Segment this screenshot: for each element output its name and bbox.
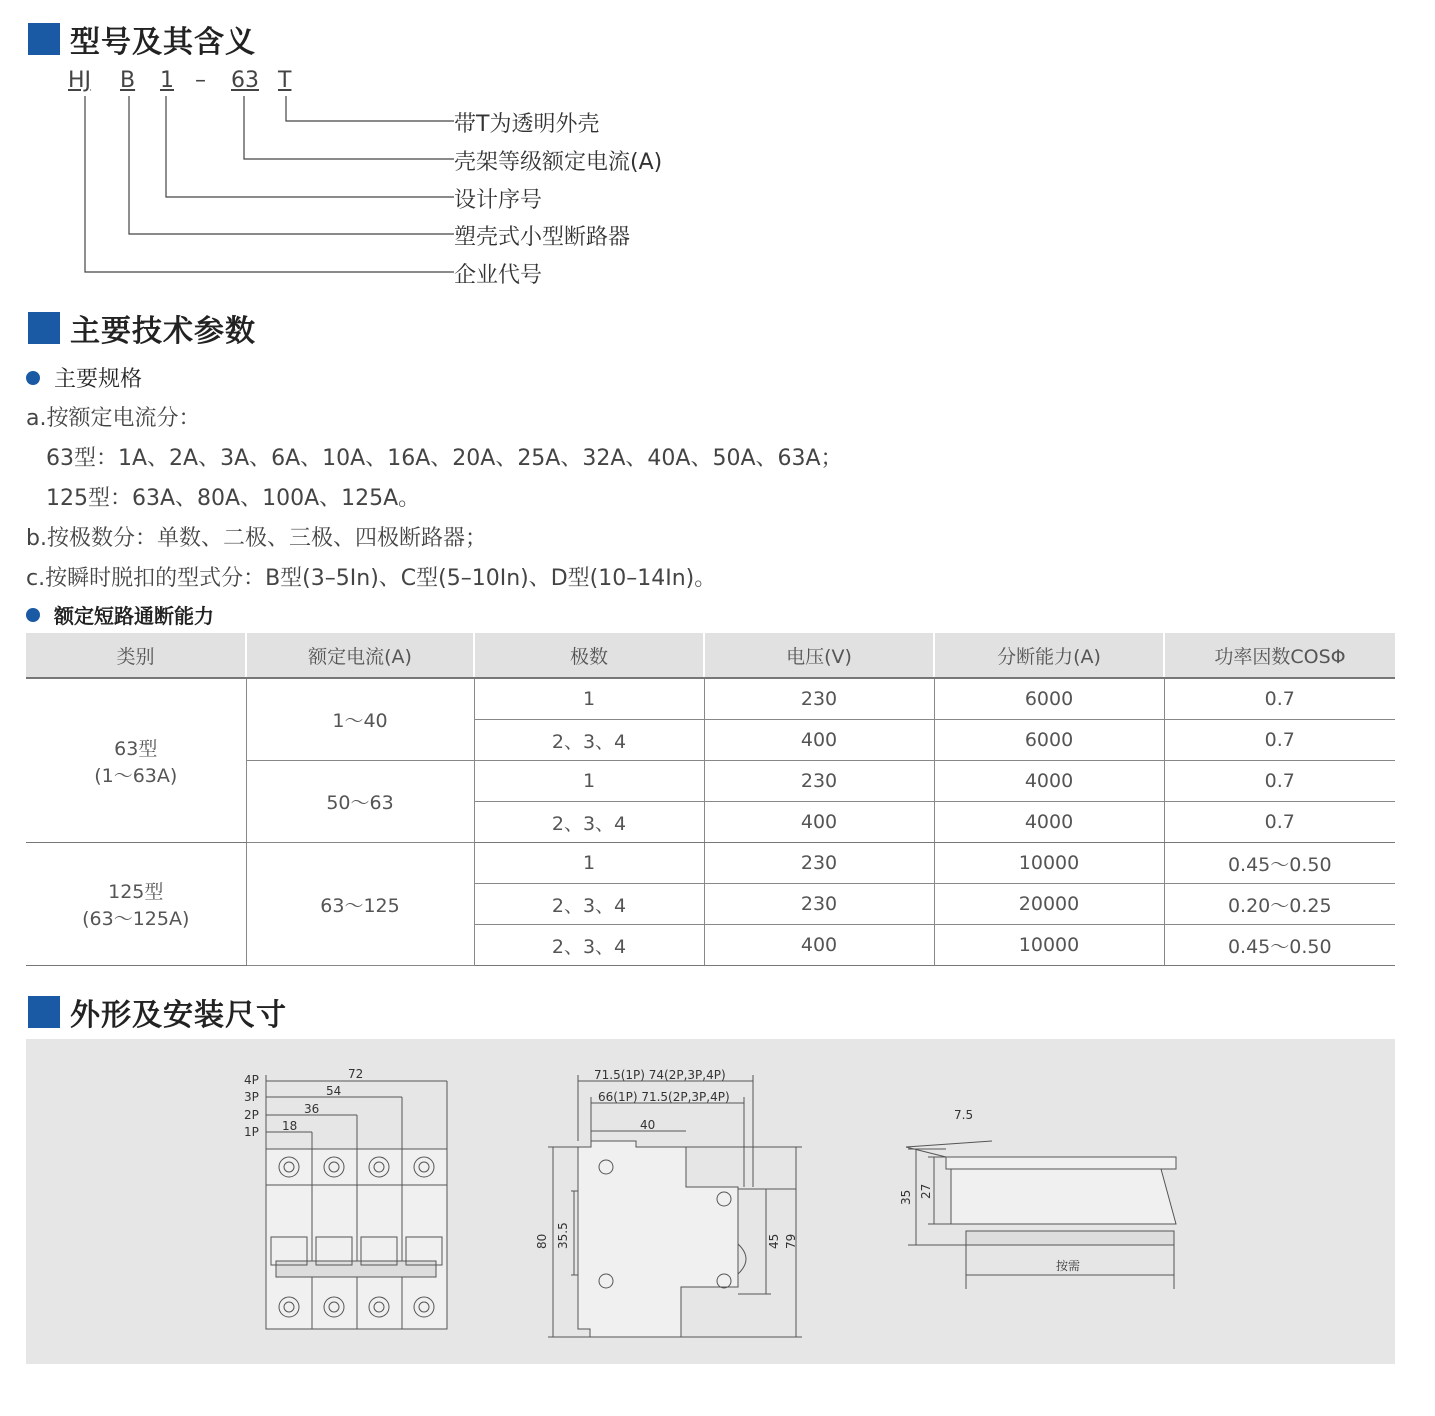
pole-label: 1P (244, 1125, 259, 1139)
capacity-cell: 20000 (934, 884, 1164, 925)
current-range-cell: 50～63 (246, 761, 474, 843)
dim-label: 36 (304, 1102, 320, 1116)
breaking-capacity-table (26, 633, 1395, 966)
voltage-cell: 230 (704, 843, 934, 884)
header-category: 类别 (26, 633, 246, 678)
dimension-drawings (26, 1039, 1395, 1364)
dim-label: 35.5 (556, 1222, 570, 1249)
dimension-drawings-panel (26, 1039, 1395, 1364)
pole-label: 4P (244, 1073, 259, 1087)
category-cell (26, 843, 246, 966)
poles-cell: 1 (474, 678, 704, 720)
specs-heading (26, 362, 142, 393)
pf-cell: 0.45～0.50 (1164, 925, 1395, 966)
section-square-icon (28, 312, 60, 344)
header-rated-current: 额定电流(A) (246, 633, 474, 678)
capacity-cell: 10000 (934, 925, 1164, 966)
poles-cell: 2、3、4 (474, 802, 704, 843)
dim-label: 80 (535, 1233, 549, 1249)
spec-line: 125型：63A、80A、100A、125A。 (46, 486, 421, 511)
pole-label: 3P (244, 1090, 259, 1104)
side-view-drawing (548, 1075, 802, 1337)
header-voltage: 电压(V) (704, 633, 934, 678)
capacity-cell: 4000 (934, 802, 1164, 843)
capacity-cell: 10000 (934, 843, 1164, 884)
code-b: B (120, 68, 136, 93)
section-title: 主要技术参数 (70, 314, 256, 349)
code-63: 63 (231, 68, 259, 93)
current-range-cell: 1～40 (246, 678, 474, 761)
bullet-dot-icon (26, 608, 40, 622)
pf-cell: 0.7 (1164, 802, 1395, 843)
current-range-cell: 63～125 (246, 843, 474, 966)
section-square-icon (28, 996, 60, 1028)
meaning-company-code: 企业代号 (454, 263, 543, 288)
category-name: 125型 (108, 881, 164, 903)
dim-label: 40 (640, 1118, 656, 1132)
dim-label: 18 (282, 1119, 298, 1133)
pole-label: 2P (244, 1108, 259, 1122)
table-header-row (26, 633, 1395, 678)
pf-cell: 0.7 (1164, 720, 1395, 761)
voltage-cell: 400 (704, 720, 934, 761)
dim-label: 66(1P) 71.5(2P,3P,4P) (598, 1090, 730, 1104)
category-range: (1～63A) (94, 764, 178, 787)
section-tech-header (28, 306, 256, 350)
section-dims-header (28, 990, 287, 1034)
meaning-frame-current: 壳架等级额定电流(A) (454, 150, 663, 175)
breaking-heading (26, 600, 214, 629)
code-dash: – (195, 68, 206, 93)
voltage-cell: 230 (704, 761, 934, 802)
code-hj: HJ (68, 68, 92, 93)
voltage-cell: 230 (704, 884, 934, 925)
spec-line: c.按瞬时脱扣的型式分：B型(3–5In)、C型(5–10In)、D型(10–14In)。 (26, 566, 717, 591)
breaking-heading-text: 额定短路通断能力 (54, 604, 214, 628)
capacity-cell: 4000 (934, 761, 1164, 802)
dim-label: 72 (348, 1067, 364, 1081)
section-title: 型号及其含义 (70, 25, 256, 60)
dim-label: 7.5 (954, 1108, 974, 1122)
dim-label: 45 (767, 1233, 781, 1249)
capacity-cell: 6000 (934, 678, 1164, 720)
meaning-transparent-shell: 带T为透明外壳 (454, 112, 600, 137)
specs-heading-text: 主要规格 (54, 367, 143, 392)
table-row (26, 678, 1395, 720)
rail-width-label: 按需 (1056, 1259, 1081, 1273)
spec-line: 63型：1A、2A、3A、6A、10A、16A、20A、25A、32A、40A、50A、63A； (46, 446, 843, 471)
section-title: 外形及安装尺寸 (70, 998, 287, 1033)
bullet-dot-icon (26, 371, 40, 385)
poles-cell: 2、3、4 (474, 720, 704, 761)
pf-cell: 0.7 (1164, 678, 1395, 720)
spec-line: b.按极数分：单数、二极、三极、四极断路器； (26, 526, 487, 551)
din-rail-drawing (906, 1141, 1176, 1289)
pf-cell: 0.20～0.25 (1164, 884, 1395, 925)
header-breaking-capacity: 分断能力(A) (934, 633, 1164, 678)
pf-cell: 0.45～0.50 (1164, 843, 1395, 884)
voltage-cell: 400 (704, 925, 934, 966)
voltage-cell: 230 (704, 678, 934, 720)
code-t: T (278, 68, 292, 93)
dim-label: 35 (899, 1189, 913, 1205)
model-leader-lines (0, 0, 460, 290)
dim-label: 79 (784, 1233, 798, 1249)
voltage-cell: 400 (704, 802, 934, 843)
category-name: 63型 (114, 737, 158, 760)
pf-cell: 0.7 (1164, 761, 1395, 802)
poles-cell: 2、3、4 (474, 925, 704, 966)
spec-line: a.按额定电流分： (26, 406, 201, 431)
dim-label: 54 (326, 1084, 342, 1098)
header-poles: 极数 (474, 633, 704, 678)
header-power-factor: 功率因数COSΦ (1164, 633, 1395, 678)
capacity-cell: 6000 (934, 720, 1164, 761)
poles-cell: 1 (474, 843, 704, 884)
category-cell (26, 678, 246, 843)
code-1: 1 (160, 68, 174, 93)
meaning-breaker-type: 塑壳式小型断路器 (454, 225, 631, 250)
dim-label: 71.5(1P) 74(2P,3P,4P) (594, 1068, 726, 1082)
front-view-drawing (266, 1075, 447, 1329)
meaning-design-number: 设计序号 (454, 188, 543, 213)
dim-label: 27 (919, 1183, 933, 1199)
table-row (26, 843, 1395, 884)
category-range: (63～125A) (82, 908, 190, 930)
poles-cell: 1 (474, 761, 704, 802)
poles-cell: 2、3、4 (474, 884, 704, 925)
